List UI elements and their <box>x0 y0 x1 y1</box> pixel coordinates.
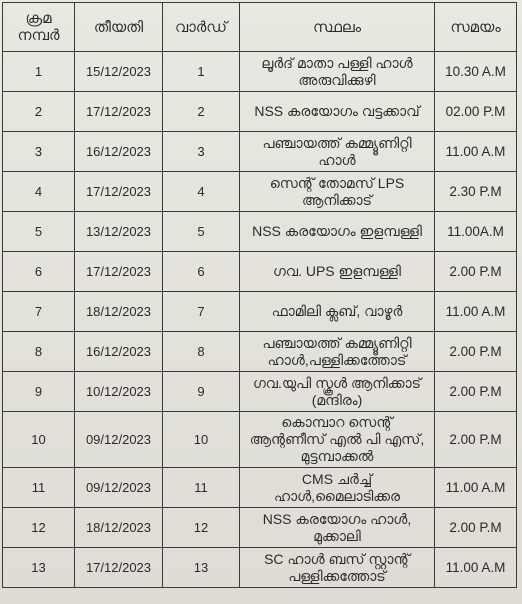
date-cell: 10/12/2023 <box>75 372 163 412</box>
date-cell: 15/12/2023 <box>75 52 163 92</box>
serial-number-cell: 8 <box>3 332 75 372</box>
serial-number-cell: 12 <box>3 508 75 548</box>
time-cell: 2.30 P.M <box>435 172 517 212</box>
time-cell: 2.00 P.M <box>435 412 517 468</box>
table-row <box>3 548 517 588</box>
time-cell: 2.00 P.M <box>435 332 517 372</box>
time-cell: 2.00 P.M <box>435 508 517 548</box>
table-row <box>3 172 517 212</box>
serial-number-cell: 11 <box>3 468 75 508</box>
time-cell: 11.00 A.M <box>435 292 517 332</box>
place-cell: കൊമ്പാറ സെന്റ് ആന്റണീസ് എൽ പി എസ്, മുട്ടമ്പാക്കൽ <box>240 412 435 468</box>
ward-cell: 6 <box>163 252 240 292</box>
date-cell: 09/12/2023 <box>75 412 163 468</box>
ward-cell: 12 <box>163 508 240 548</box>
schedule-table <box>2 2 517 588</box>
serial-number-cell: 4 <box>3 172 75 212</box>
table-row <box>3 132 517 172</box>
table-row <box>3 468 517 508</box>
date-cell: 17/12/2023 <box>75 548 163 588</box>
ward-cell: 8 <box>163 332 240 372</box>
time-cell: 02.00 P.M <box>435 92 517 132</box>
date-cell: 17/12/2023 <box>75 172 163 212</box>
date-cell: 16/12/2023 <box>75 132 163 172</box>
date-cell: 17/12/2023 <box>75 252 163 292</box>
header-ward: വാർഡ് <box>163 3 240 52</box>
date-cell: 17/12/2023 <box>75 92 163 132</box>
serial-number-cell: 3 <box>3 132 75 172</box>
ward-cell: 11 <box>163 468 240 508</box>
header-date: തീയതി <box>75 3 163 52</box>
ward-cell: 4 <box>163 172 240 212</box>
place-cell: ഗവ. UPS ഇളമ്പള്ളി <box>240 252 435 292</box>
table-body <box>3 52 517 588</box>
serial-number-cell: 5 <box>3 212 75 252</box>
time-cell: 2.00 P.M <box>435 252 517 292</box>
table-row <box>3 372 517 412</box>
date-cell: 09/12/2023 <box>75 468 163 508</box>
time-cell: 11.00 A.M <box>435 468 517 508</box>
place-cell: NSS കരയോഗം ഇളമ്പള്ളി <box>240 212 435 252</box>
ward-cell: 9 <box>163 372 240 412</box>
place-cell: പഞ്ചായത്ത് കമ്മ്യൂണിറ്റി ഹാൾ,പള്ളിക്കത്തോട് <box>240 332 435 372</box>
header-time: സമയം <box>435 3 517 52</box>
table-row <box>3 52 517 92</box>
ward-cell: 10 <box>163 412 240 468</box>
date-cell: 18/12/2023 <box>75 508 163 548</box>
date-cell: 13/12/2023 <box>75 212 163 252</box>
time-cell: 2.00 P.M <box>435 372 517 412</box>
place-cell: സെന്റ് തോമസ് LPS ആനിക്കാട് <box>240 172 435 212</box>
header-serial: ക്രമ നമ്പർ <box>3 3 75 52</box>
time-cell: 10.30 A.M <box>435 52 517 92</box>
table-row <box>3 252 517 292</box>
place-cell: SC ഹാൾ ബസ് സ്റ്റാന്റ് പള്ളിക്കത്തോട് <box>240 548 435 588</box>
time-cell: 11.00 A.M <box>435 548 517 588</box>
header-place: സ്ഥലം <box>240 3 435 52</box>
place-cell: CMS ചർച്ച് ഹാൾ,മൈലാടിക്കര <box>240 468 435 508</box>
date-cell: 16/12/2023 <box>75 332 163 372</box>
table-row <box>3 292 517 332</box>
serial-number-cell: 6 <box>3 252 75 292</box>
place-cell: NSS കരയോഗം ഹാൾ, മുക്കാലി <box>240 508 435 548</box>
serial-number-cell: 7 <box>3 292 75 332</box>
place-cell: പഞ്ചായത്ത് കമ്മ്യൂണിറ്റി ഹാൾ <box>240 132 435 172</box>
place-cell: NSS കരയോഗം വട്ടക്കാവ് <box>240 92 435 132</box>
ward-cell: 13 <box>163 548 240 588</box>
table-row <box>3 92 517 132</box>
ward-cell: 5 <box>163 212 240 252</box>
ward-cell: 7 <box>163 292 240 332</box>
serial-number-cell: 1 <box>3 52 75 92</box>
header-row <box>3 3 517 52</box>
ward-cell: 3 <box>163 132 240 172</box>
ward-cell: 1 <box>163 52 240 92</box>
place-cell: ഗവ.യുപി സ്കൂൾ ആനിക്കാട് (മന്ദിരം) <box>240 372 435 412</box>
date-cell: 18/12/2023 <box>75 292 163 332</box>
table-row <box>3 508 517 548</box>
ward-cell: 2 <box>163 92 240 132</box>
table-row <box>3 212 517 252</box>
serial-number-cell: 9 <box>3 372 75 412</box>
serial-number-cell: 2 <box>3 92 75 132</box>
place-cell: ലൂർദ് മാതാ പള്ളി ഹാൾ അരുവിക്കുഴി <box>240 52 435 92</box>
place-cell: ഫാമിലി ക്ലബ്, വാഴൂർ <box>240 292 435 332</box>
table-row <box>3 412 517 468</box>
time-cell: 11.00A.M <box>435 212 517 252</box>
serial-number-cell: 13 <box>3 548 75 588</box>
time-cell: 11.00 A.M <box>435 132 517 172</box>
serial-number-cell: 10 <box>3 412 75 468</box>
table-row <box>3 332 517 372</box>
